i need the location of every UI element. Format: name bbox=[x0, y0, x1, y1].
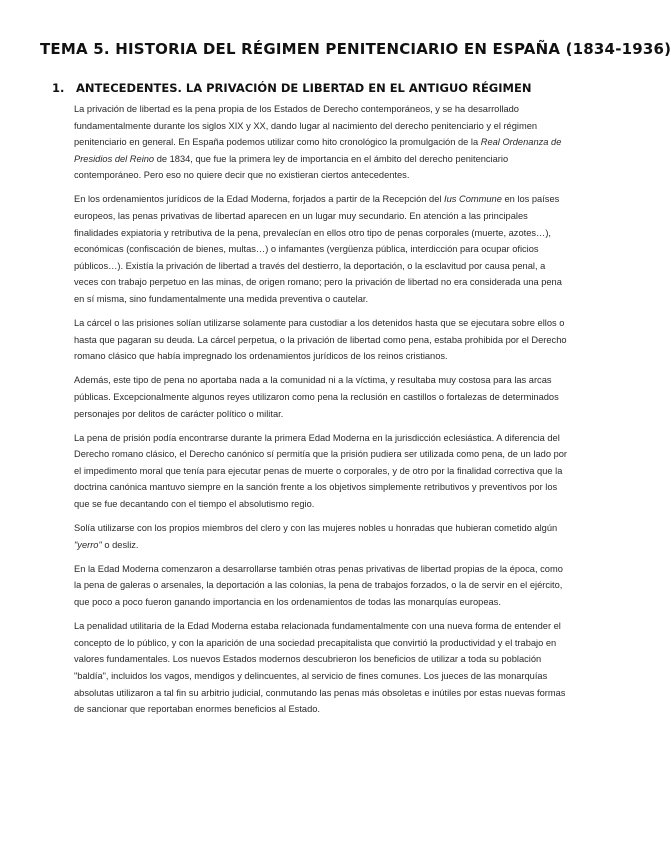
document-body bbox=[74, 101, 570, 725]
section-heading bbox=[52, 81, 572, 95]
paragraph-3: La cárcel o las prisiones solían utilizarse solamente para custodiar a los detenidos hasta que se ejecutara sobre ellos o hasta que pagaran su deuda. La cárcel perpetua, o la privación de libertad como pena, estaba prohibida por el Derecho romano clásico que había impregnado los ordenamientos jurídicos de los reinos cristianos. bbox=[74, 318, 567, 362]
paragraph-5: La pena de prisión podía encontrarse durante la primera Edad Moderna en la jurisdicción eclesiástica. A diferencia del Derecho romano clásico, el Derecho canónico sí permitía que la prisión pudiera ser utilizada como pena, de un lado por el impedimento moral que tenía para ejecutar penas de muerte o corporales, y de otro por la finalidad correctiva que la doctrina canónica mantuvo siempre en la sanción frente a los objetivos simplemente retributivos y preventivos por los que se fue decantando con el tiempo el absolutismo regio. bbox=[74, 432, 568, 510]
paragraph-8: La penalidad utilitaria de la Edad Moderna estaba relacionada fundamentalmente con una nueva forma de entender el concepto de lo público, y con la aparición de una sociedad precapitalista que convirtió la productividad y el trabajo en valores fundamentales. Los nuevos Estados modernos descubrieron los beneficios de utilizar a toda su población "baldía", incluidos los vagos, mendigos y delincuentes, al servicio de fines comunes. Los jueces de las monarquías absolutas utilizaron a tal fin su arbitrio judicial, conmutando las penas más obsoletas e inútiles por estas nuevas formas de sancionar que reportaban enormes beneficios al Estado. bbox=[74, 621, 566, 715]
section-title: ANTECEDENTES. LA PRIVACIÓN DE LIBERTAD EN EL ANTIGUO RÉGIMEN bbox=[76, 81, 532, 95]
paragraph-7: En la Edad Moderna comenzaron a desarrollarse también otras penas privativas de libertad propias de la época, como la pena de galeras o arsenales, la deportación a las colonias, la pena de trabajos forzados, o la de servir en el ejército, que poco a poco fueron ganando importancia en los ordenamientos de todas las monarquías europeas. bbox=[74, 563, 563, 608]
paragraph-1: La privación de libertad es la pena propia de los Estados de Derecho contemporáneos, y se ha desarrollado fundamentalmente durante los siglos XIX y XX, dando lugar al nacimiento del derecho penitenciario y el régimen penitenciario en general. En España podemos utilizar como hito cronológico la promulgación de la Real Ordenanza de Presidios del Reino de 1834, que fue la primera ley de importancia en el ámbito del derecho penitenciario contemporáneo. Pero eso no quiere decir que no existieran ciertos antecedentes. bbox=[74, 104, 562, 181]
emphasis-yerro: "yerro" bbox=[74, 539, 102, 550]
emphasis-ordenanza: Real Ordenanza de Presidios del Reino bbox=[74, 137, 562, 164]
paragraph-2: En los ordenamientos jurídicos de la Edad Moderna, forjados a partir de la Recepción del Ius Commune en los países europeos, las penas privativas de libertad aparecen en un lugar muy secundario. En atención a las principales finalidades expiatoria y retributiva de la pena, prevalecían en ellos otro tipo de penas corporales (muerte, azotes…), económicas (confiscación de bienes, multas…) o infamantes (vergüenza pública, interdicción para ocupar oficios públicos…). Existía la privación de libertad a través del destierro, la deportación, o la esclavitud por causa penal, a veces con trabajo perpetuo en las minas, de origen romano; pero la privación de libertad no era considerada una pena en sí misma, sino fundamentalmente una medida preventiva o cautelar. bbox=[74, 194, 562, 305]
paragraph-4: Además, este tipo de pena no aportaba nada a la comunidad ni a la víctima, y resultaba muy costosa para las arcas públicas. Excepcionalmente algunos reyes utilizaron como pena la reclusión en castillos o fortalezas de determinados personajes por delitos de carácter político o militar. bbox=[74, 375, 559, 419]
paragraph-6: Solía utilizarse con los propios miembros del clero y con las mujeres nobles u honradas que hubieran cometido algún "yerro" o desliz. bbox=[74, 523, 558, 550]
emphasis-ius-commune: Ius Commune bbox=[444, 194, 502, 205]
section-number: 1. bbox=[52, 81, 65, 95]
page-title: TEMA 5. HISTORIA DEL RÉGIMEN PENITENCIARIO EN ESPAÑA (1834-1936) bbox=[40, 40, 671, 58]
